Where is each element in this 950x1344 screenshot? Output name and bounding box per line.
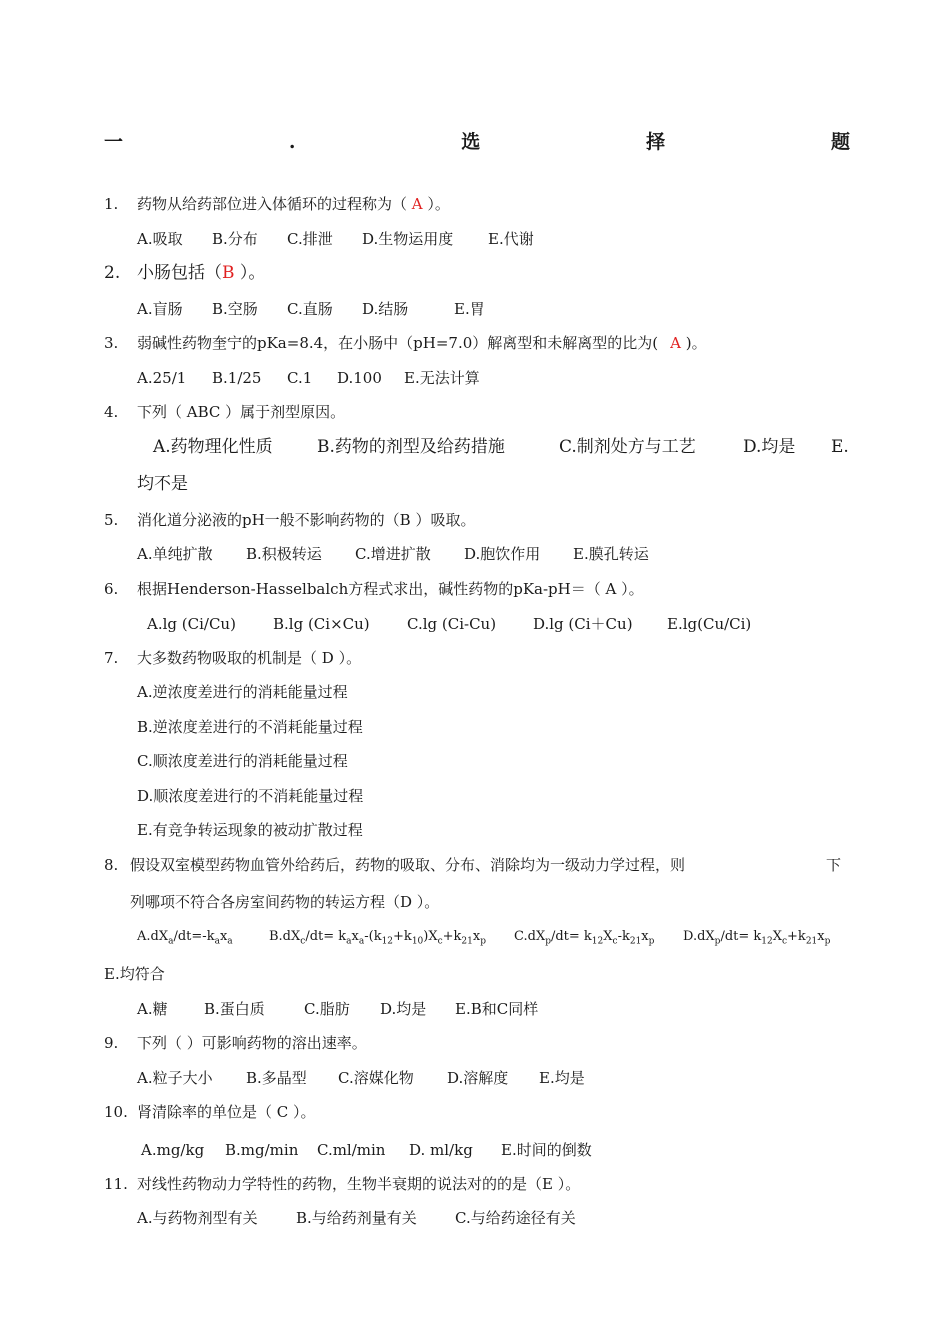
question-3-text (137, 331, 707, 355)
question-stem: 假设双室模型药物血管外给药后，药物的吸取、分布、消除均为一级动力学过程，则 (130, 856, 686, 874)
option: D. ml/kg (409, 1141, 473, 1159)
option: D.结肠 (362, 300, 409, 318)
option: C.溶媒化物 (338, 1069, 414, 1087)
question-8-text-line1-end: 下 (826, 856, 842, 874)
question-stem: 消化道分泌液的pH一般不影响药物的（B ）吸取。 (137, 511, 476, 529)
question-7-option-e: E.有竞争转运现象的被动扩散过程 (137, 821, 363, 839)
option: B.空肠 (212, 300, 258, 318)
question-5-text (137, 508, 475, 532)
question-11-number (104, 1172, 128, 1196)
option: D.均是 (380, 1000, 427, 1018)
title-char: 一 (104, 131, 124, 153)
option: A.与药物剂型有关 (137, 1209, 258, 1227)
question-number: 11. (104, 1175, 128, 1193)
question-3-number (104, 331, 118, 355)
question-stem-end: ）。 (422, 195, 450, 213)
question-8-formula-a: $A.dX_a/dt=-k_ax_a$ (137, 929, 233, 947)
title-char: 选 (461, 131, 481, 153)
question-6-options (147, 612, 751, 636)
question-stem: 肾清除率的单位是（ C ）。 (137, 1103, 316, 1121)
question-number: 5. (104, 511, 119, 529)
option: C.直肠 (287, 300, 333, 318)
option: A.mg/kg (141, 1141, 205, 1159)
option: B.蛋白质 (204, 1000, 265, 1018)
question-number: 7. (104, 649, 119, 667)
option: E. (831, 437, 849, 457)
question-number: 3. (104, 334, 119, 352)
question-number: 1. (104, 195, 119, 213)
question-stem: 下列（ ABC ）属于剂型原因。 (137, 403, 346, 421)
question-8-number (104, 853, 118, 877)
option: D.胞饮作用 (464, 545, 541, 563)
question-1-options (137, 227, 534, 251)
option: E.均是 (539, 1069, 585, 1087)
option: B.积极转运 (246, 545, 322, 563)
option-wrap: 均不是 (137, 474, 188, 494)
question-7-option-d: D.顺浓度差进行的不消耗能量过程 (137, 787, 364, 805)
title-char: 题 (830, 131, 850, 153)
option: C.与给药途径有关 (455, 1209, 576, 1227)
question-8-text-line1 (130, 853, 685, 877)
option: E.时间的倒数 (501, 1141, 592, 1159)
question-stem: 对线性药物动力学特性的药物，生物半衰期的说法对的的是（E ）。 (137, 1175, 581, 1193)
option: D.均是 (743, 437, 796, 457)
option: C.lg (Ci-Cu) (407, 615, 497, 633)
question-6-text (137, 577, 644, 601)
option: E.B和C同样 (455, 1000, 539, 1018)
answer-mark: A (670, 334, 681, 352)
option: C.排泄 (287, 230, 333, 248)
question-9-text (137, 1031, 367, 1055)
question-4-options (153, 433, 849, 461)
question-stem: 小肠包括（ (137, 263, 222, 283)
question-2-number (104, 260, 120, 286)
answer-mark: A (411, 195, 423, 213)
question-8-text-line2 (130, 890, 439, 914)
option: B.lg (Ci×Cu) (273, 615, 370, 633)
question-4-options-wrap (137, 470, 188, 498)
question-stem: 根据Henderson-Hasselbalch方程式求出，碱性药物的pKa-pH＝（ A ）。 (137, 580, 644, 598)
title-char: . (288, 131, 296, 153)
question-number: 4. (104, 403, 119, 421)
question-stem: 药物从给药部位进入体循环的过程称为（ (137, 195, 412, 213)
question-8-option-e: E.均符合 (104, 965, 165, 983)
question-stem: 弱碱性药物奎宁的pKa=8.4，在小肠中（pH=7.0）解离型和未解离型的比为( (137, 334, 659, 352)
option: E.代谢 (488, 230, 534, 248)
question-number: 9. (104, 1034, 119, 1052)
question-11-text (137, 1172, 580, 1196)
option: A.25/1 (137, 369, 187, 387)
question-2-options (137, 297, 485, 321)
question-stem: 列哪项不符合各房室间药物的转运方程（D ）。 (130, 893, 440, 911)
option: B.分布 (212, 230, 258, 248)
question-5-options (137, 542, 649, 566)
question-8-formula-d: $D.dX_p/dt= k_{12}X_c+k_{21}x_p$ (683, 929, 831, 947)
option: C.增进扩散 (355, 545, 431, 563)
option: A.吸取 (137, 230, 183, 248)
option: E.胃 (454, 300, 485, 318)
question-number: 6. (104, 580, 119, 598)
question-number: 2. (104, 263, 121, 283)
question-11-options (137, 1206, 576, 1230)
question-5-number (104, 508, 118, 532)
question-6-number (104, 577, 118, 601)
title-char: 择 (646, 131, 666, 153)
option: B.药物的剂型及给药措施 (317, 437, 505, 457)
option: D.100 (337, 369, 382, 387)
question-9-options (137, 1066, 585, 1090)
option: C.1 (287, 369, 313, 387)
question-8-extra-options (137, 997, 538, 1021)
question-stem-end: )。 (680, 334, 707, 352)
question-3-options (137, 366, 480, 390)
option: D.溶解度 (447, 1069, 509, 1087)
question-10-number (104, 1100, 128, 1124)
option: E.无法计算 (404, 369, 480, 387)
question-4-text (137, 400, 345, 424)
option: C.ml/min (317, 1141, 386, 1159)
question-7-number (104, 646, 118, 670)
question-9-number (104, 1031, 118, 1055)
option: A.粒子大小 (137, 1069, 213, 1087)
question-7-option-b: B.逆浓度差进行的不消耗能量过程 (137, 718, 363, 736)
question-1-text (137, 192, 450, 216)
question-number: 10. (104, 1103, 128, 1121)
question-1 (104, 192, 118, 216)
option: D.lg (Ci＋Cu) (533, 615, 633, 633)
question-stem: 下列（ ）可影响药物的溶出速率。 (137, 1034, 367, 1052)
option: B.mg/min (225, 1141, 299, 1159)
question-10-options (141, 1138, 592, 1162)
section-title (104, 128, 850, 156)
option: E.膜孔转运 (573, 545, 649, 563)
option: E.lg(Cu/Ci) (667, 615, 752, 633)
option: B.多晶型 (246, 1069, 307, 1087)
question-7-text (137, 646, 361, 670)
answer-mark: B (222, 263, 235, 283)
option: A.糖 (137, 1000, 168, 1018)
question-stem-end: ）。 (234, 263, 266, 283)
option: A.单纯扩散 (137, 545, 213, 563)
question-8-formula-b: $B.dX_c/dt= k_ax_a-(k_{12}+k_{10})X_c+k_{21}x_p$ (269, 929, 486, 947)
question-stem: 大多数药物吸取的机制是（ D ）。 (137, 649, 362, 667)
question-7-option-c: C.顺浓度差进行的消耗能量过程 (137, 752, 348, 770)
option: A.lg (Ci/Cu) (147, 615, 236, 633)
question-2-text (137, 260, 265, 286)
option: C.脂肪 (304, 1000, 350, 1018)
option: B.1/25 (212, 369, 262, 387)
option: D.生物运用度 (362, 230, 454, 248)
question-8-formula-c: $C.dX_p/dt= k_{12}X_c-k_{21}x_p$ (514, 929, 655, 947)
question-7-option-a: A.逆浓度差进行的消耗能量过程 (137, 683, 348, 701)
option: A.药物理化性质 (153, 437, 273, 457)
question-10-text (137, 1100, 316, 1124)
option: C.制剂处方与工艺 (559, 437, 696, 457)
question-4-number (104, 400, 118, 424)
option: B.与给药剂量有关 (296, 1209, 417, 1227)
question-number: 8. (104, 856, 119, 874)
option: A.盲肠 (137, 300, 183, 318)
